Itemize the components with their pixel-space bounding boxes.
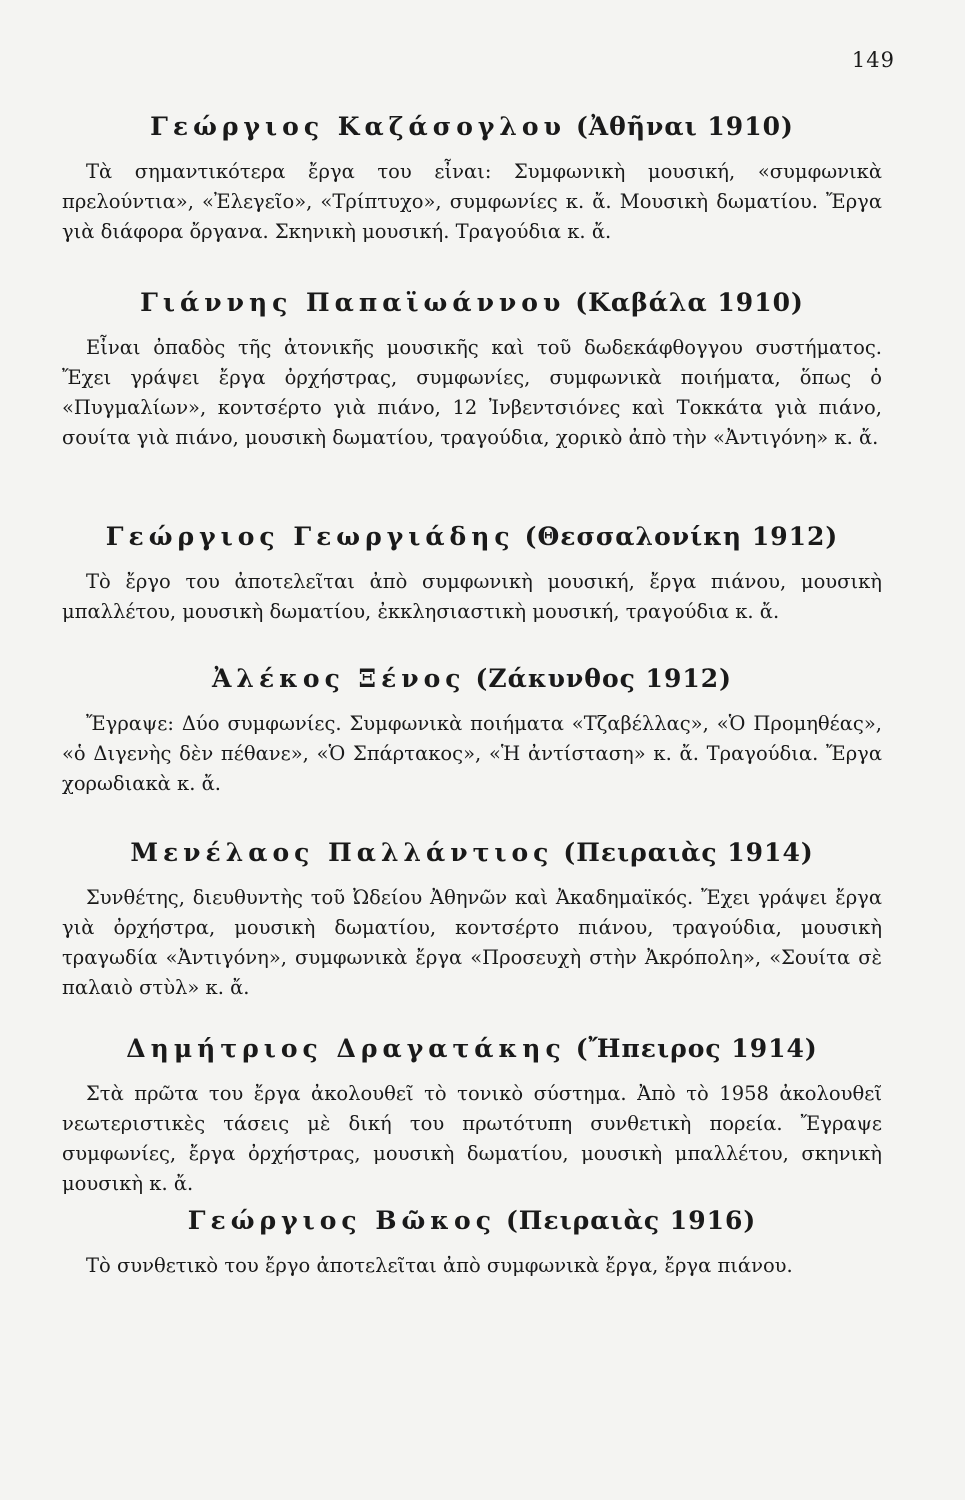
entry-heading	[62, 112, 882, 141]
entry-papaioannou	[62, 288, 882, 453]
entry-text: Συνθέτης, διευθυντὴς τοῦ Ὠδείου Ἀθηνῶν καὶ Ἀκαδημαϊκός. Ἔχει γράψει ἔργα γιὰ ὀρχήστρα, μουσικὴ δωματίου, κοντσέρτο πιάνου, τραγούδια, μουσικὴ τραγωδία «Ἀντιγόνη», συμφωνικὰ ἔργα «Προσευχὴ στὴν Ἀκρόπολη», «Σουίτα σὲ παλαιὸ στὺλ» κ. ἄ.	[62, 886, 882, 999]
entry-heading	[62, 664, 882, 693]
entry-heading	[62, 1206, 882, 1235]
entry-text: Στὰ πρῶτα του ἔργα ἀκολουθεῖ τὸ τονικὸ σύστημα. Ἀπὸ τὸ 1958 ἀκολουθεῖ νεωτεριστικὲς τάσεις μὲ δική του πρωτότυπη συνθετικὴ πορεία. Ἔγραψε συμφωνίες, ἔργα ὀρχήστρας, μουσικὴ δωματίου, μουσικὴ μπαλλέτου, σκηνικὴ μουσικὴ κ. ἄ.	[62, 1082, 882, 1195]
entry-dragatakis	[62, 1034, 882, 1199]
entry-heading	[62, 288, 882, 317]
composer-birthplace-year: (Πειραιὰς 1914)	[563, 838, 814, 867]
entry-vokos	[62, 1206, 882, 1281]
entry-text: Τὸ ἔργο του ἀποτελεῖται ἀπὸ συμφωνικὴ μουσική, ἔργα πιάνου, μουσικὴ μπαλλέτου, μουσικὴ δωματίου, ἐκκλησιαστικὴ μουσική, τραγούδια κ. ἄ.	[62, 570, 882, 623]
composer-birthplace-year: (Πειραιὰς 1916)	[505, 1206, 757, 1235]
composer-birthplace-year: (Θεσσαλονίκη 1912)	[524, 522, 839, 551]
entry-kazasoglou	[62, 112, 882, 247]
entry-heading	[62, 522, 882, 551]
entry-pallantios	[62, 838, 882, 1003]
page-number: 149	[851, 48, 895, 72]
composer-birthplace-year: (Ἤπειρος 1914)	[575, 1034, 818, 1063]
entry-xenos	[62, 664, 882, 799]
composer-name: Γεώργιος Γεωργιάδης	[105, 522, 515, 551]
composer-name: Μενέλαος Παλλάντιος	[130, 838, 554, 867]
composer-birthplace-year: (Ἀθῆναι 1910)	[575, 112, 794, 141]
composer-name: Γιάννης Παπαϊωάννου	[140, 288, 566, 317]
composer-birthplace-year: (Καβάλα 1910)	[575, 288, 804, 317]
entry-text: Ἔγραψε: Δύο συμφωνίες. Συμφωνικὰ ποιήματα «Τζαβέλλας», «Ὁ Προμηθέας», «ὁ Διγενὴς δὲν πέθανε», «Ὁ Σπάρτακος», «Ἡ ἀντίσταση» κ. ἄ. Τραγούδια. Ἔργα χορωδιακὰ κ. ἄ.	[62, 712, 882, 795]
composer-name: Ἀλέκος Ξένος	[212, 664, 466, 693]
entry-heading	[62, 1034, 882, 1063]
entry-text: Εἶναι ὀπαδὸς τῆς ἀτονικῆς μουσικῆς καὶ τοῦ δωδεκάφθογγου συστήματος. Ἔχει γράψει ἔργα ὀρχήστρας, συμφωνίες, συμφωνικὰ ποιήματα, ὅπως ὁ «Πυγμαλίων», κοντσέρτο γιὰ πιάνο, 12 Ἰνβεντσιόνες καὶ Τοκκάτα γιὰ πιάνο, σουίτα γιὰ πιάνο, μουσικὴ δωματίου, τραγούδια, χορικὸ ἀπὸ τὴν «Ἀντιγόνη» κ. ἄ.	[62, 336, 882, 449]
entry-text: Τὸ συνθετικὸ του ἔργο ἀποτελεῖται ἀπὸ συμφωνικὰ ἔργα, ἔργα πιάνου.	[86, 1254, 793, 1277]
composer-birthplace-year: (Ζάκυνθος 1912)	[475, 664, 732, 693]
composer-name: Γεώργιος Βῶκος	[187, 1206, 496, 1235]
composer-name: Γεώργιος Καζάσογλου	[150, 112, 566, 141]
entry-heading	[62, 838, 882, 867]
entry-text: Τὰ σημαντικότερα ἔργα του εἶναι: Συμφωνικὴ μουσική, «συμφωνικὰ πρελούντια», «Ἐλεγεῖο», «Τρίπτυχο», συμφωνίες κ. ἄ. Μουσικὴ δωματίου. Ἔργα γιὰ διάφορα ὄργανα. Σκηνικὴ μουσική. Τραγούδια κ. ἄ.	[62, 160, 882, 243]
composer-name: Δημήτριος Δραγατάκης	[126, 1034, 566, 1063]
entry-georgiadis	[62, 522, 882, 627]
